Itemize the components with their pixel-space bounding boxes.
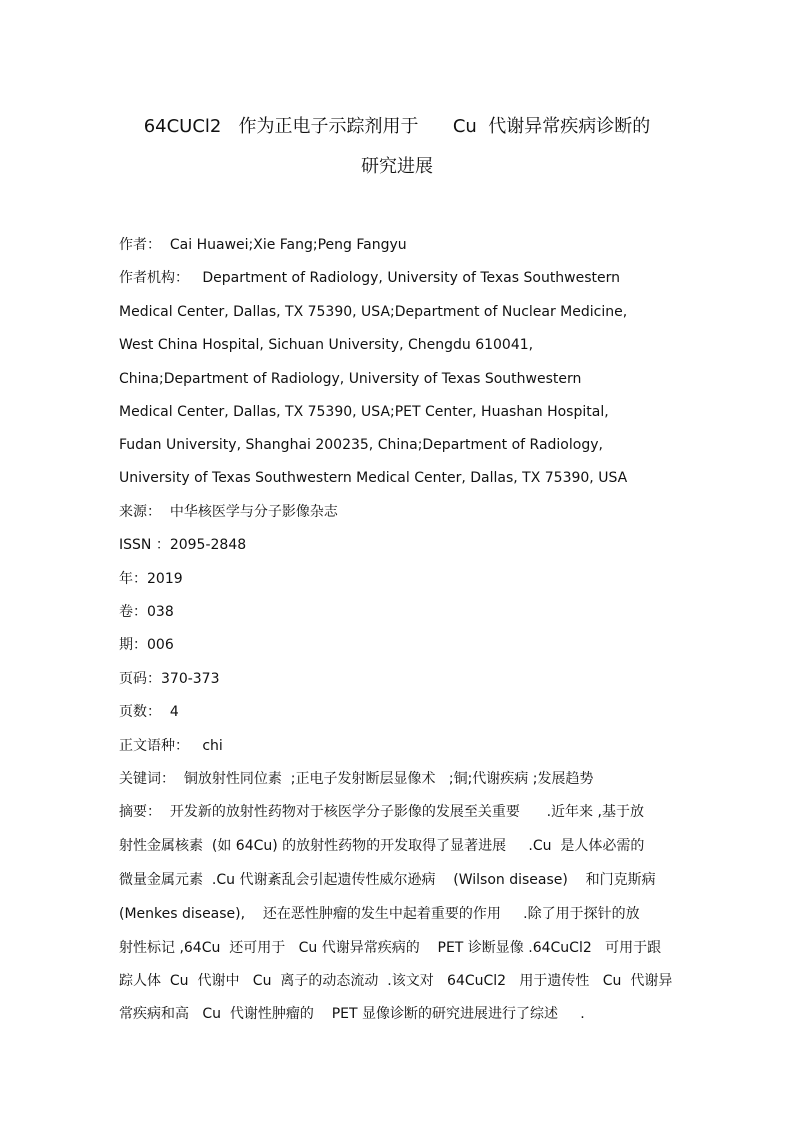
abstract-line: 射性金属核素 (如 64Cu) 的放射性药物的开发取得了显著进展 .Cu 是人体必需的 — [119, 838, 645, 854]
abstract-line: 微量金属元素 .Cu 代谢紊乱会引起遗传性威尔逊病 (Wilson disease) 和门克斯病 — [119, 872, 656, 888]
affiliation-line: West China Hospital, Sichuan University, Chengdu 610041, — [119, 337, 534, 353]
pages-line: 页码：370-373 — [119, 671, 220, 687]
abstract-line: 常疾病和高 Cu 代谢性肿瘤的 PET 显像诊断的研究进展进行了综述 . — [119, 1006, 585, 1022]
affiliation-line: China;Department of Radiology, University of Texas Southwestern — [119, 371, 582, 387]
issue-line: 期：006 — [119, 637, 174, 653]
abstract-line: 射性标记 ,64Cu 还可用于 Cu 代谢异常疾病的 PET 诊断显像 .64CuCl2 可用于跟 — [119, 940, 662, 956]
affiliation-line: University of Texas Southwestern Medical Center, Dallas, TX 75390, USA — [119, 470, 628, 486]
page-count-line: 页数： 4 — [119, 704, 179, 720]
authors-line: 作者： Cai Huawei;Xie Fang;Peng Fangyu — [119, 237, 407, 253]
volume-line: 卷：038 — [119, 604, 174, 620]
affiliation-line: Fudan University, Shanghai 200235, China;Department of Radiology, — [119, 437, 603, 453]
abstract-line: 踪人体 Cu 代谢中 Cu 离子的动态流动 .该文对 64CuCl2 用于遗传性 Cu 代谢异 — [119, 973, 673, 989]
title-line-1: 64CUCl2 作为正电子示踪剂用于 Cu 代谢异常疾病诊断的 — [143, 116, 651, 137]
abstract-line: (Menkes disease), 还在恶性肿瘤的发生中起着重要的作用 .除了用于探针的放 — [119, 906, 640, 922]
affiliation-line: Medical Center, Dallas, TX 75390, USA;Department of Nuclear Medicine, — [119, 304, 628, 320]
affiliation-line: 作者机构： Department of Radiology, University of Texas Southwestern — [119, 270, 621, 286]
abstract-line: 摘要： 开发新的放射性药物对于核医学分子影像的发展至关重要 .近年来 ,基于放 — [119, 804, 644, 820]
affiliation-line: Medical Center, Dallas, TX 75390, USA;PET Center, Huashan Hospital, — [119, 404, 609, 420]
issn-line: ISSN ：2095-2848 — [119, 537, 247, 553]
year-line: 年：2019 — [119, 571, 183, 587]
title-line-2: 研究进展 — [361, 156, 433, 177]
keywords-line: 关键词： 铜放射性同位素 ;正电子发射断层显像术 ;铜;代谢疾病 ;发展趋势 — [119, 771, 594, 787]
source-line: 来源： 中华核医学与分子影像杂志 — [119, 504, 338, 520]
language-line: 正文语种： chi — [119, 738, 223, 754]
